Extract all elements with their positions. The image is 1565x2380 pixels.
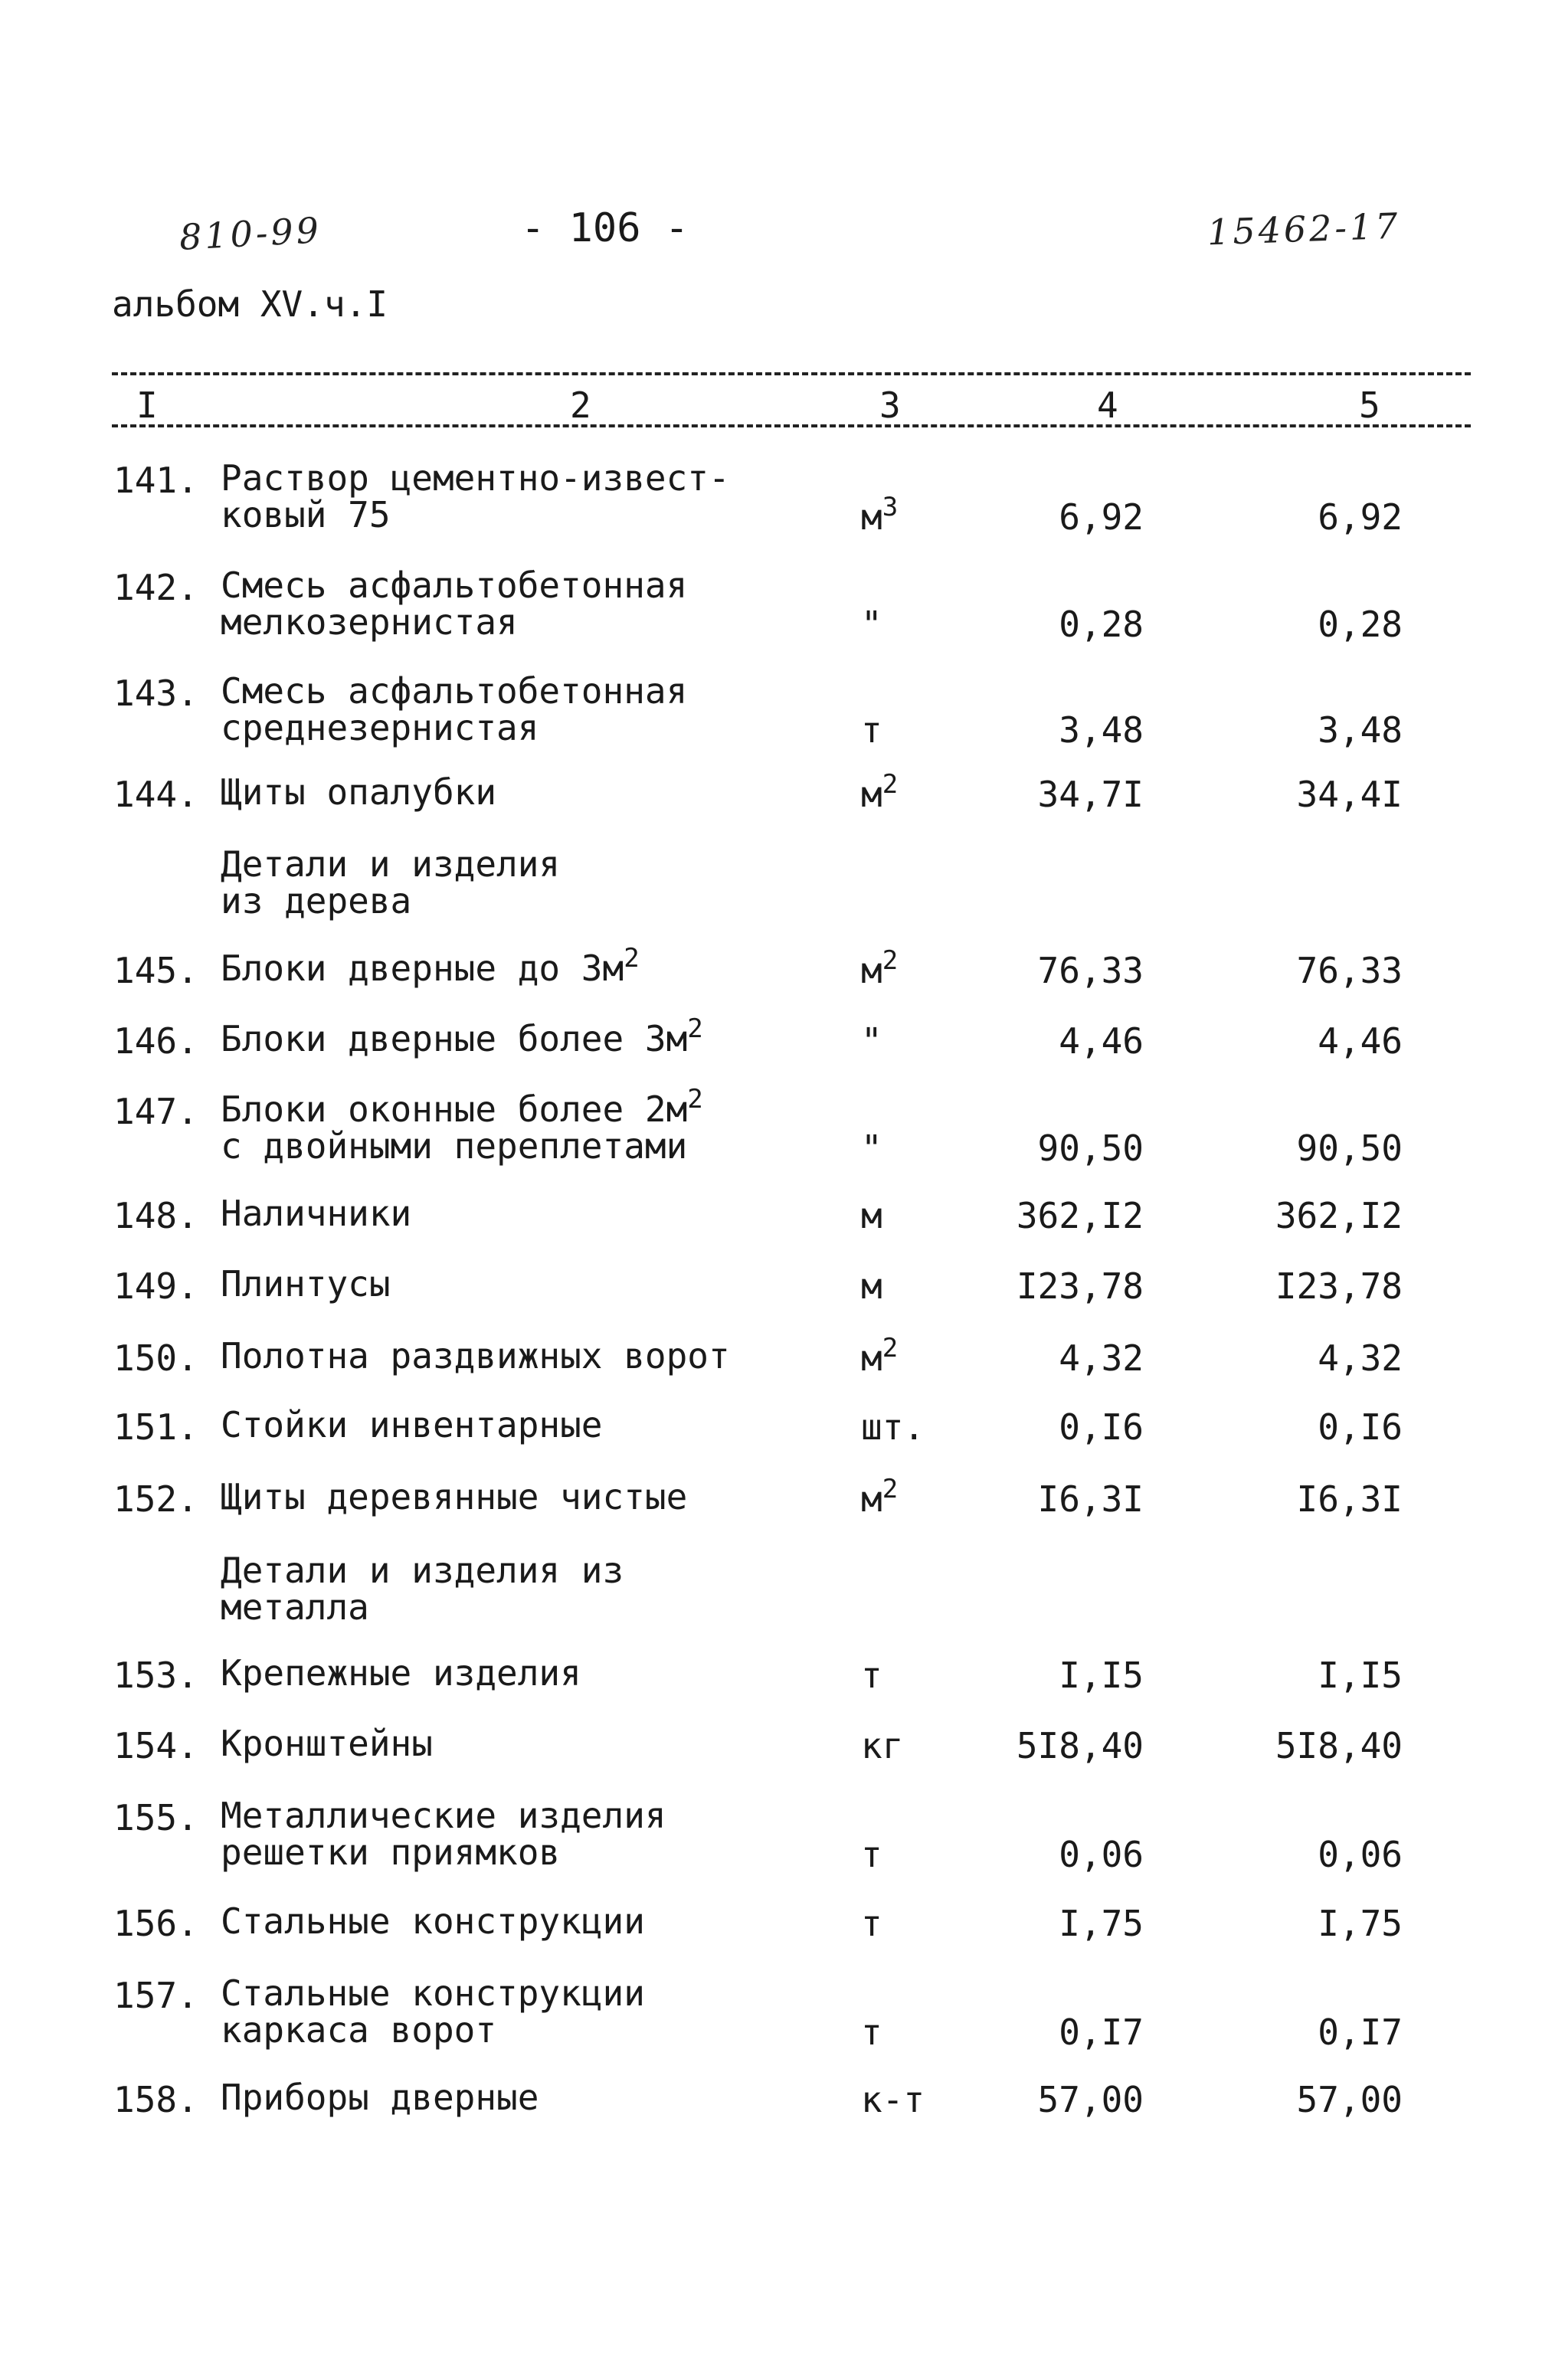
row-value-col5: 34,4I <box>1296 774 1403 815</box>
row-unit: " <box>861 1020 882 1062</box>
row-value-col4: I,75 <box>1059 1903 1144 1944</box>
column-header-2: 2 <box>570 385 591 426</box>
row-value-col4: 0,28 <box>1059 604 1144 645</box>
superscript: 2 <box>882 945 899 976</box>
row-description: Щиты деревянные чистые <box>221 1476 688 1517</box>
row-unit: " <box>861 1128 882 1169</box>
row-value-col5: 4,32 <box>1318 1337 1403 1379</box>
row-value-col4: I,I5 <box>1059 1655 1144 1696</box>
row-description: Блоки дверные более $3м^2$ <box>221 1013 703 1059</box>
row-description: Приборы дверные <box>221 2077 539 2118</box>
row-value-col4: I23,78 <box>1016 1265 1144 1307</box>
row-value-col4: 4,46 <box>1059 1020 1144 1062</box>
row-description: Наличники <box>221 1193 412 1234</box>
row-value-col4: 6,92 <box>1059 496 1144 538</box>
superscript: 3 <box>882 492 899 522</box>
section-title: Детали и изделия из дерева <box>221 843 561 922</box>
row-value-col4: 34,7I <box>1037 774 1144 815</box>
row-value-col4: 4,32 <box>1059 1337 1144 1379</box>
row-value-col4: 0,I7 <box>1059 2012 1144 2053</box>
row-value-col5: I6,3I <box>1296 1478 1403 1520</box>
row-number: 157. <box>113 1975 198 2016</box>
row-value-col5: I,75 <box>1318 1903 1403 1944</box>
row-unit: $м^2$ <box>861 945 899 991</box>
row-description: Щиты опалубки <box>221 771 497 813</box>
row-number: 146. <box>113 1020 198 1062</box>
column-header-3: 3 <box>879 385 901 426</box>
superscript: 2 <box>624 943 640 974</box>
row-description: Блоки оконные более $2м^2$ с двойными переплетами <box>221 1084 703 1167</box>
row-number: 141. <box>113 460 198 501</box>
row-unit: кг <box>861 1725 904 1766</box>
row-value-col5: 90,50 <box>1296 1128 1403 1169</box>
row-value-col5: 5I8,40 <box>1275 1725 1403 1766</box>
row-value-col4: 90,50 <box>1037 1128 1144 1169</box>
row-unit: $м^2$ <box>861 1333 899 1379</box>
row-unit: т <box>861 1834 882 1875</box>
row-description: Полотна раздвижных ворот <box>221 1335 730 1377</box>
row-value-col4: I6,3I <box>1037 1478 1144 1520</box>
row-description: Металлические изделия решетки приямков <box>221 1795 666 1873</box>
row-value-col4: 0,I6 <box>1059 1406 1144 1448</box>
row-description: Стойки инвентарные <box>221 1404 603 1445</box>
column-header-4: 4 <box>1097 385 1118 426</box>
row-description: Раствор цементно-извест- ковый 75 <box>221 457 730 535</box>
row-unit: " <box>861 604 882 645</box>
row-unit: м <box>861 1265 882 1307</box>
row-number: 155. <box>113 1797 198 1838</box>
row-number: 156. <box>113 1903 198 1944</box>
row-unit: т <box>861 1903 882 1944</box>
row-unit: м <box>861 1195 882 1236</box>
row-description: Смесь асфальтобетонная среднезернистая <box>221 670 688 748</box>
column-header-5: 5 <box>1359 385 1380 426</box>
row-unit: т <box>861 709 882 751</box>
row-number: 142. <box>113 567 198 608</box>
row-unit: т <box>861 2012 882 2053</box>
row-value-col5: 0,28 <box>1318 604 1403 645</box>
handwritten-code-right: 15462-17 <box>1206 205 1402 254</box>
row-value-col5: 4,46 <box>1318 1020 1403 1062</box>
row-value-col5: I23,78 <box>1275 1265 1403 1307</box>
column-header-1: I <box>136 385 158 426</box>
superscript: 2 <box>687 1084 703 1115</box>
row-number: 149. <box>113 1265 198 1307</box>
row-description: Крепежные изделия <box>221 1652 581 1694</box>
handwritten-code-left: 810-99 <box>178 209 323 258</box>
row-value-col4: 57,00 <box>1037 2079 1144 2120</box>
row-unit: шт. <box>861 1406 925 1448</box>
row-number: 158. <box>113 2079 198 2120</box>
row-value-col4: 3,48 <box>1059 709 1144 751</box>
row-unit: т <box>861 1655 882 1696</box>
row-value-col5: 0,I7 <box>1318 2012 1403 2053</box>
row-description: Стальные конструкции <box>221 1900 645 1942</box>
row-value-col4: 0,06 <box>1059 1834 1144 1875</box>
album-label: альбом XV.ч.I <box>112 283 388 325</box>
row-number: 154. <box>113 1725 198 1766</box>
row-value-col5: I,I5 <box>1318 1655 1403 1696</box>
row-unit: $м^2$ <box>861 769 899 815</box>
page-number: - 106 - <box>521 205 689 251</box>
row-value-col5: 3,48 <box>1318 709 1403 751</box>
row-description: Стальные конструкции каркаса ворот <box>221 1972 645 2051</box>
row-value-col5: 0,06 <box>1318 1834 1403 1875</box>
row-description: Кронштейны <box>221 1723 433 1764</box>
superscript: 2 <box>687 1013 703 1044</box>
row-number: 152. <box>113 1478 198 1520</box>
row-number: 147. <box>113 1091 198 1132</box>
row-unit: $м^3$ <box>861 492 899 538</box>
row-number: 143. <box>113 673 198 714</box>
row-value-col5: 0,I6 <box>1318 1406 1403 1448</box>
row-value-col4: 76,33 <box>1037 950 1144 991</box>
row-number: 145. <box>113 950 198 991</box>
row-value-col5: 76,33 <box>1296 950 1403 991</box>
row-value-col4: 362,I2 <box>1016 1195 1144 1236</box>
row-value-col5: 362,I2 <box>1275 1195 1403 1236</box>
row-number: 144. <box>113 774 198 815</box>
row-description: Блоки дверные до $3м^2$ <box>221 943 640 989</box>
row-unit: к-т <box>861 2079 925 2120</box>
superscript: 2 <box>882 1333 899 1364</box>
row-unit: $м^2$ <box>861 1474 899 1520</box>
superscript: 2 <box>882 769 899 800</box>
row-value-col5: 57,00 <box>1296 2079 1403 2120</box>
row-number: 153. <box>113 1655 198 1696</box>
row-value-col4: 5I8,40 <box>1016 1725 1144 1766</box>
superscript: 2 <box>882 1474 899 1504</box>
row-number: 150. <box>113 1337 198 1379</box>
row-description: Плинтусы <box>221 1263 391 1305</box>
section-title: Детали и изделия из металла <box>221 1550 624 1628</box>
row-value-col5: 6,92 <box>1318 496 1403 538</box>
row-number: 148. <box>113 1195 198 1236</box>
row-number: 151. <box>113 1406 198 1448</box>
row-description: Смесь асфальтобетонная мелкозернистая <box>221 565 688 643</box>
